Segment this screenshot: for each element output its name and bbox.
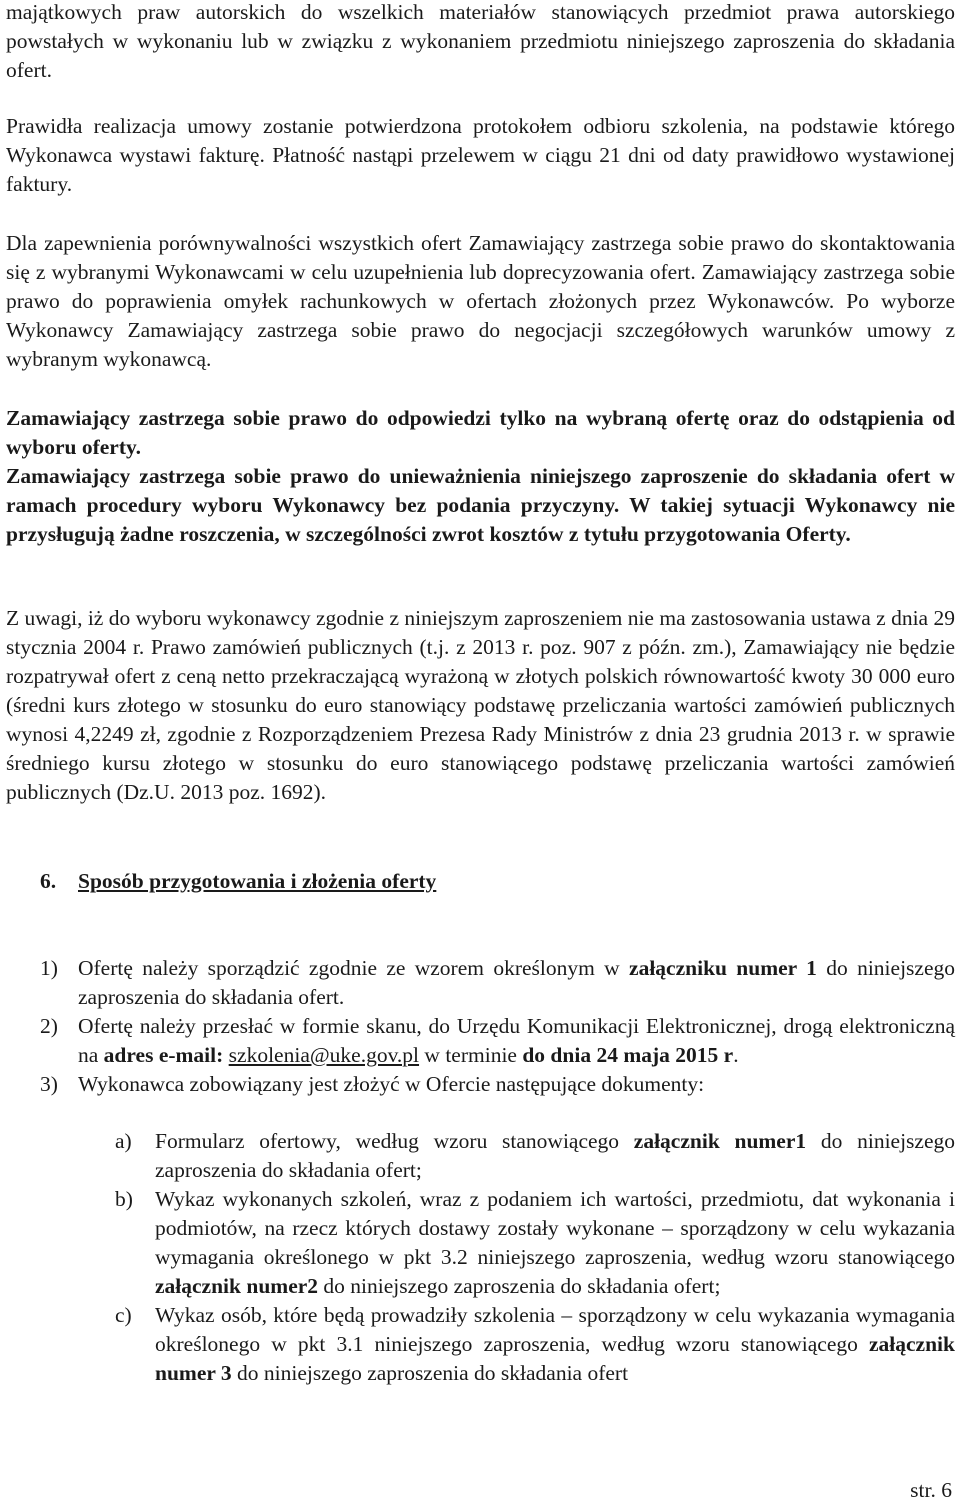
section-number: 6. (40, 869, 57, 893)
list-item-1 (40, 954, 955, 1012)
document-sublist (115, 1127, 955, 1388)
section-heading (40, 867, 436, 896)
paragraph-payment: Prawidła realizacja umowy zostanie potwierdzona protokołem odbioru szkolenia, na podstawie którego Wykonawca wystawi fakturę. Płatność nastąpi przelewem w ciągu 21 dni od daty prawidłowo wystawionej faktury. (6, 114, 955, 196)
list-item-text: Ofertę należy przesłać w formie skanu, do Urzędu Komunikacji Elektronicznej, drogą elektroniczną na (78, 1014, 955, 1067)
sublist-item-a (115, 1127, 955, 1185)
page-number: str. 6 (910, 1478, 952, 1502)
list-item-3 (40, 1070, 955, 1099)
list-item-number: 2) (40, 1014, 58, 1038)
list-item-2 (40, 1012, 955, 1070)
list-item-text: . (733, 1043, 739, 1067)
sublist-item-text: Wykaz osób, które będą prowadziły szkolenia – sporządzony w celu wykazania wymagania określonego w pkt 3.1 niniejszego zaproszenia, według wzoru stanowiącego (155, 1303, 955, 1356)
attachment-ref: załączniku numer 1 (629, 956, 817, 980)
numbered-list (40, 954, 955, 1099)
paragraph-comparability: Dla zapewnienia porównywalności wszystkich ofert Zamawiający zastrzega sobie prawo do skontaktowania się z wybranymi Wykonawcami w celu uzupełnienia lub doprecyzowania ofert. Zamawiający zastrzega sobie prawo do poprawienia omyłek rachunkowych w ofertach złożonych przez Wykonawców. Po wyborze Wykonawcy Zamawiający zastrzega sobie prawo do negocjacji szczegółowych warunków umowy z wybranym wykonawcą. (6, 231, 955, 371)
list-item-number: 3) (40, 1072, 58, 1096)
email-link[interactable]: szkolenia@uke.gov.pl (228, 1043, 420, 1067)
attachment-ref: załącznik numer2 (155, 1274, 319, 1298)
sublist-item-letter: c) (115, 1303, 132, 1327)
paragraph-annulment: Zamawiający zastrzega sobie prawo do unieważnienia niniejszego zaproszenie do składania ofert w ramach procedury wyboru Wykonawcy bez podania przyczyny. W takiej sytuacji Wykonawcy nie przysługują żadne roszczenia, w szczególności zwrot kosztów z tytułu przygotowania Oferty. (6, 464, 955, 546)
attachment-ref: załącznik numer 3 (155, 1332, 955, 1385)
sublist-item-text: Wykaz wykonanych szkoleń, wraz z podaniem ich wartości, przedmiotu, dat wykonania i podmiotów, na rzecz których dostawy zostały wykonane – sporządzony w celu wykazania wymagania określonego w pkt 3.2 niniejszego zaproszenia, według wzoru stanowiącego (155, 1187, 955, 1269)
paragraph-copyright: majątkowych praw autorskich do wszelkich materiałów stanowiących przedmiot prawa autorskiego powstałych w wykonaniu lub w związku z wykonaniem przedmiotu niniejszego zaproszenia do składania ofert. (6, 0, 955, 82)
attachment-ref: załącznik numer1 (633, 1129, 807, 1153)
sublist-item-text: do niniejszego zaproszenia do składania ofert; (318, 1274, 721, 1298)
list-item-text: Wykonawca zobowiązany jest złożyć w Ofercie następujące dokumenty: (78, 1072, 705, 1096)
sublist-item-letter: a) (115, 1129, 132, 1153)
sublist-item-text: do niniejszego zaproszenia do składania ofert (231, 1361, 629, 1385)
sublist-item-c (115, 1301, 955, 1388)
paragraph-public-procurement: Z uwagi, iż do wyboru wykonawcy zgodnie z niniejszym zaproszeniem nie ma zastosowania ustawa z dnia 29 stycznia 2004 r. Prawo zamówień publicznych (t.j. z 2013 r. poz. 907 z późn. zm.), Zamawiający nie będzie rozpatrywał ofert z ceną netto przekraczającą wyrażoną w złotych polskich równowartość kwoty 30 000 euro (średni kurs złotego w stosunku do euro stanowiący podstawę przeliczania wartości zamówień publicznych wynosi 4,2249 zł, zgodnie z Rozporządzeniem Prezesa Rady Ministrów z dnia 23 grudnia 2013 r. w sprawie średniego kursu złotego w stosunku do euro stanowiącego podstawę przeliczania wartości zamówień publicznych (Dz.U. 2013 poz. 1692). (6, 606, 955, 804)
section-title: Sposób przygotowania i złożenia oferty (78, 869, 437, 893)
email-label: adres e-mail: (103, 1043, 224, 1067)
deadline-date: do dnia 24 maja 2015 r (522, 1043, 734, 1067)
sublist-item-text: Formularz ofertowy, według wzoru stanowiącego (155, 1129, 634, 1153)
list-item-text: Ofertę należy sporządzić zgodnie ze wzorem określonym w (78, 956, 630, 980)
list-item-text: w terminie (419, 1043, 523, 1067)
list-item-text: do niniejszego zaproszenia do składania ofert. (78, 956, 956, 1009)
sublist-item-b (115, 1185, 955, 1301)
sublist-item-text: do niniejszego zaproszenia do składania ofert; (155, 1129, 956, 1182)
list-item-number: 1) (40, 956, 58, 980)
sublist-item-letter: b) (115, 1187, 133, 1211)
paragraph-reply-reservation: Zamawiający zastrzega sobie prawo do odpowiedzi tylko na wybraną ofertę oraz do odstąpienia od wyboru oferty. (6, 406, 955, 459)
